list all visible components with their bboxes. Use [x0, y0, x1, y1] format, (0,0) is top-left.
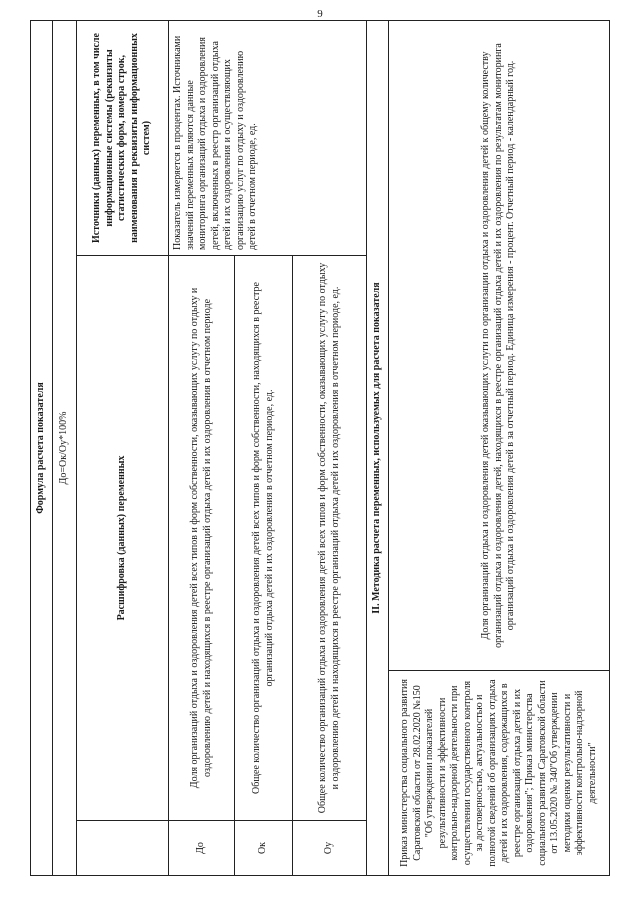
indicator-table — [30, 20, 610, 876]
formula-value: До=Ок/Оу*100% — [53, 20, 77, 875]
variable-description: Доля организаций отдыха и оздоровления детей всех типов и форм собственности, оказывающих услугу по отдыху и оздоровлению детей и находящихся в реестре организаций отдыха детей и их оздоровления в отчетном периоде — [169, 256, 235, 821]
page-number: 9 — [317, 8, 323, 20]
variable-description: Общее количество организаций отдыха и оздоровления детей всех типов и форм собственности, оказывающих услугу по отдыху и оздоровлению детей и находящихся в реестре организаций отдыха детей и их оздоровления в отчетном периоде, ед. — [293, 256, 367, 821]
formula-header: Формула расчета показателя — [31, 20, 53, 875]
variable-name: Ок — [235, 821, 293, 876]
source-column-header: Источники (данных) переменных, в том числе информационные системы (реквизиты статистических форм, номера строк, наименования и реквизиты информационных систем) — [77, 20, 169, 255]
variable-description: Общее количество организаций отдыха и оздоровления детей всех типов и форм собственности, находящихся в реестре организаций отдыха детей и их оздоровления в отчетном периоде, ед. — [235, 256, 293, 821]
decode-column-header: Расшифровка (данных) переменных — [77, 256, 169, 821]
legal-basis-text: Приказ министерства социального развития Саратовской области от 28.02.2020 №150 "Об утверждении показателей результативности и эффективности контрольно-надзорной деятельности при осуществлении государственного контроля за достоверностью, актуальностью и полнотой сведений об организациях отдыха детей и их оздоровления, содержащихся в реестре организаций отдыха детей и их оздоровления"; Приказ министерства социального развития Саратовской области от 13.05.2020 № 340"Об утверждении методики оценки результативности и эффективности контрольно-надзорной деятельности" — [389, 671, 610, 876]
rotated-page-content — [30, 21, 610, 876]
variable-name: Оу — [293, 821, 367, 876]
empty-cell — [77, 821, 169, 876]
variable-source: Показатель измеряется в процентах. Источниками значений переменных являются данные мониторинга организаций отдыха и оздоровления детей, включенных в реестр организаций отдыха детей и их оздоровления и осуществляющих организацию услуг по отдыху и оздоровлению детей в отчетном периоде, ед. — [169, 20, 367, 255]
variable-name: До — [169, 821, 235, 876]
method-section-header: II. Методика расчета переменных, используемых для расчета показателя — [367, 20, 389, 875]
method-description: Доля организаций отдыха и оздоровления детей оказывающих услуги по организации отдыха и оздоровления детей к общему количеству организаций отдыха и оздоровления детей, находящихся в реестре организаций отдыха детей и их оздоровления по результатам мониторинга организаций отдыха и оздоровления детей в за отчетный период. Единица измерения - процент. Отчетный период - календарный год. — [389, 20, 610, 670]
